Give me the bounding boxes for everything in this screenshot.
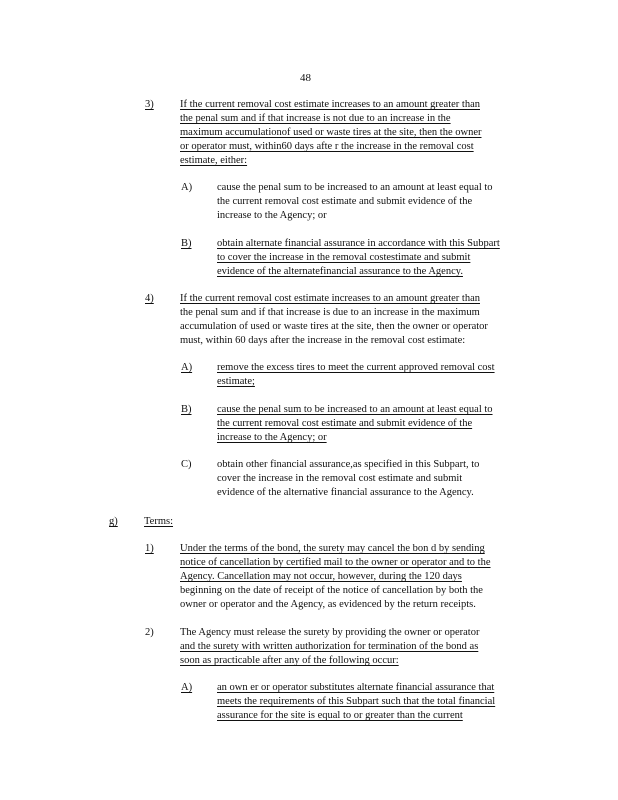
text-line: the penal sum and if that increase is due to an increase in the maximum [180, 307, 480, 318]
item-label: 4) [145, 293, 154, 304]
text-line: the current removal cost estimate and submit evidence of the [217, 418, 473, 429]
text-line: Under the terms of the bond, the surety may cancel the bon d by sending [180, 543, 485, 554]
item-label: A) [181, 362, 193, 373]
item-text [180, 292, 530, 348]
text-line: evidence of the alternative financial assurance to the Agency. [217, 487, 474, 498]
text-line: Agency. Cancellation may not occur, however, during the 120 days [180, 571, 462, 582]
text-line: The Agency must release the surety by providing the owner or operator [180, 627, 480, 638]
item-label: 2) [145, 627, 154, 638]
text-line: increase to the Agency; or [217, 432, 327, 443]
text-line: soon as practicable after any of the following occur: [180, 655, 399, 666]
text-line: owner or operator and the Agency, as evidenced by the return receipts. [180, 599, 476, 610]
text-line: estimate; [217, 376, 255, 387]
text-line: increase to the Agency; or [217, 210, 327, 221]
item-label: B) [181, 404, 192, 415]
text-line: cause the penal sum to be increased to an amount at least equal to [217, 404, 493, 415]
text-line: and the surety with written authorization for termination of the bond as [180, 641, 479, 652]
section-heading: Terms: [144, 516, 174, 527]
text-line: If the current removal cost estimate increases to an amount greater than [180, 293, 480, 304]
text-line: obtain other financial assurance,as specified in this Subpart, to [217, 459, 480, 470]
item-label: 3) [145, 99, 154, 110]
text-line: the current removal cost estimate and submit evidence of the [217, 196, 473, 207]
item-text [217, 681, 542, 723]
text-line: cause the penal sum to be increased to an amount at least equal to [217, 182, 493, 193]
text-line: remove the excess tires to meet the current approved removal cost [217, 362, 495, 373]
item-label: A) [181, 182, 193, 193]
item-text [180, 626, 540, 668]
item-text [217, 403, 537, 445]
text-line: must, within 60 days after the increase in the removal cost estimate: [180, 335, 466, 346]
text-line: an own er or operator substitutes alternate financial assurance that [217, 682, 495, 693]
text-line: beginning on the date of receipt of the notice of cancellation by both the [180, 585, 483, 596]
text-line: meets the requirements of this Subpart such that the total financial [217, 696, 496, 707]
text-line: If the current removal cost estimate increases to an amount greater than [180, 99, 480, 110]
item-text [180, 98, 530, 168]
text-line: to cover the increase in the removal costestimate and submit [217, 252, 471, 263]
item-text [217, 361, 537, 389]
text-line: obtain alternate financial assurance in accordance with this Subpart [217, 238, 500, 249]
text-line: cover the increase in the removal cost estimate and submit [217, 473, 463, 484]
item-label: B) [181, 238, 192, 249]
text-line: assurance for the site is equal to or greater than the current [217, 710, 463, 721]
text-line: accumulation of used or waste tires at the site, then the owner or operator [180, 321, 488, 332]
item-label: C) [181, 459, 192, 470]
item-text [144, 515, 264, 529]
item-text [217, 458, 537, 500]
text-line: evidence of the alternatefinancial assurance to the Agency. [217, 266, 463, 277]
text-line: notice of cancellation by certified mail to the owner or operator and to the [180, 557, 491, 568]
item-text [217, 181, 537, 223]
text-line: maximum accumulationof used or waste tires at the site, then the owner [180, 127, 482, 138]
text-line: estimate, either: [180, 155, 248, 166]
page-number: 48 [300, 72, 311, 84]
item-label: A) [181, 682, 193, 693]
item-text [217, 237, 537, 279]
item-label: 1) [145, 543, 154, 554]
text-line: or operator must, within60 days afte r the increase in the removal cost [180, 141, 474, 152]
item-text [180, 542, 540, 612]
text-line: the penal sum and if that increase is not due to an increase in the [180, 113, 451, 124]
item-label: g) [109, 516, 118, 527]
